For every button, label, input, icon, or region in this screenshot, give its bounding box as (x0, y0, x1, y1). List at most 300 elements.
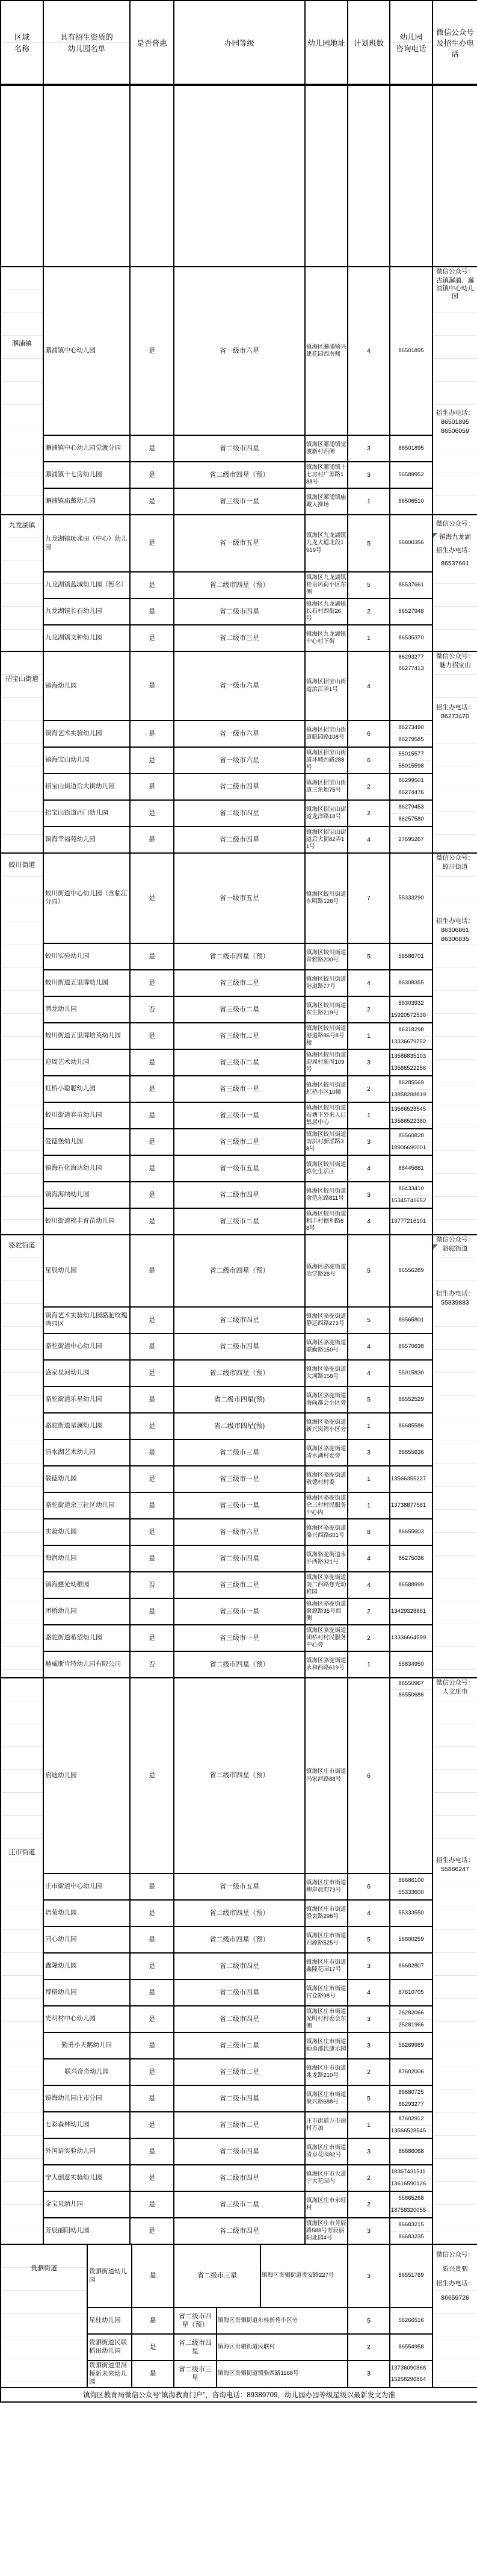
grade-cell: 省三级市二星 (174, 1572, 305, 1598)
kindergarten-name-cell: 博格幼儿园 (43, 1979, 130, 2006)
inclusive-cell: 是 (130, 1926, 174, 1953)
phone-cell (390, 1598, 432, 1625)
table-row (1, 1572, 477, 1598)
wechat-and-admissions-cell (432, 515, 477, 651)
phone-number: 86293277 (398, 654, 424, 660)
grade-cell: 省二级市四星 (174, 1953, 305, 1979)
phone-number: 56269989 (398, 2041, 424, 2049)
grade-cell: 省一级市五星 (174, 1873, 305, 1900)
inclusive-cell: 是 (130, 2032, 174, 2059)
phone-number: 13777216101 (391, 1217, 426, 1224)
table-row (1, 2244, 477, 2308)
planned-classes-cell: 2 (348, 1625, 390, 1651)
kindergarten-name-cell: 同心幼儿园 (43, 1926, 130, 1953)
address-cell: 镇海区澥浦镇觉渡新村西侧 (305, 435, 348, 462)
planned-classes-cell: 5 (348, 1235, 390, 1307)
phone-number: 15258296864 (391, 2374, 431, 2385)
region-label: 澥浦镇 (12, 340, 32, 347)
phone-cell (390, 1182, 432, 1208)
inclusive-cell: 是 (130, 267, 174, 435)
kindergarten-name-cell: 澥浦镇中心幼儿园觉渡分园 (43, 435, 130, 462)
phone-cell (390, 267, 432, 435)
grade-cell: 省三级市二星 (174, 1129, 305, 1155)
kindergarten-name-cell: 招宝山街道西门幼儿园 (43, 800, 130, 827)
region-name-cell (1, 853, 43, 1235)
kindergarten-name-cell: 镇海艺术实验幼儿园 (43, 721, 130, 747)
grade-cell: 省二级市四星（预） (174, 1900, 305, 1926)
address-cell: 镇海区蛟川街道港道路86号8号楼 (305, 1023, 348, 1049)
inclusive-cell: 是 (130, 721, 174, 747)
phone-number: 56586701 (398, 952, 424, 960)
phone-number: 13566355227 (391, 1475, 426, 1482)
column-header-text (1, 31, 43, 54)
phone-cell (390, 1235, 432, 1307)
phone-cell (390, 2006, 432, 2032)
inclusive-cell: 是 (130, 774, 174, 800)
planned-classes-cell: 4 (348, 1545, 390, 1572)
wechat-line: 招生办电话： (433, 703, 477, 712)
address-cell: 镇海区蛟川街道南洪村新泓路38号 (305, 1129, 348, 1155)
phone-cell (390, 1625, 432, 1651)
phone-cell (390, 1333, 432, 1360)
phone-number: 86551769 (398, 2272, 424, 2279)
empty-cell (305, 85, 348, 267)
kindergarten-name-cell: 澥浦镇庙戴幼儿园 (43, 488, 130, 515)
kindergarten-name-cell: 蛟川街道棉丰育苗幼儿园 (43, 1208, 130, 1235)
inclusive-cell: 是 (130, 1023, 174, 1049)
column-header-line: 计划班数 (353, 39, 384, 48)
kindergarten-name-cell: 镇海幼儿园庄市分园 (43, 2085, 130, 2112)
kindergarten-name-cell: 九龙湖镇顾兆田（中心）幼儿园 (43, 515, 130, 572)
inclusive-cell: 是 (130, 435, 174, 462)
region-name-cell (1, 2244, 87, 2388)
grade-cell: 省二级市四星 (174, 2006, 305, 2032)
planned-classes-cell: 1 (348, 1413, 390, 1439)
phone-cell (390, 1545, 432, 1572)
wechat-line: 微信公众号： (433, 2250, 477, 2259)
phone-number: 86277413 (391, 663, 431, 674)
phone-cell (390, 2360, 432, 2388)
wechat-line: 招生办电话： (433, 409, 477, 418)
planned-classes-cell: 4 (348, 1572, 390, 1598)
column-header-6 (390, 1, 432, 85)
planned-classes-cell: 3 (348, 1049, 390, 1076)
address-cell: 庄市街道万市徐村万加 (305, 2112, 348, 2138)
wechat-line: 86537661 (433, 559, 477, 568)
phone-number: 86257580 (391, 813, 431, 825)
kindergarten-name-cell: 盛家星河幼儿园 (43, 1360, 130, 1386)
planned-classes-cell: 6 (348, 1873, 390, 1900)
wechat-line: 微信公众号： (433, 267, 477, 276)
phone-number: 86527948 (398, 607, 424, 615)
planned-classes-cell: 3 (348, 2218, 390, 2244)
phone-number: 86318298 (398, 1026, 424, 1034)
grade-cell: 省一级市五星 (174, 853, 305, 943)
inclusive-cell: 是 (130, 1492, 174, 1519)
phone-number: 18758320055 (391, 2205, 431, 2216)
phone-cell (390, 1926, 432, 1953)
wechat-line: 微信公众号： (433, 1678, 477, 1687)
kindergarten-name-cell: 光明村中心幼儿园 (43, 2006, 130, 2032)
phone-number: 13566522256 (391, 1063, 431, 1074)
kindergarten-name-cell: 镇海宝山幼儿园 (43, 747, 130, 774)
table-row (1, 1360, 477, 1386)
phone-cell (390, 1572, 432, 1598)
kindergarten-name-cell: 招宝山街道后大街幼儿园 (43, 774, 130, 800)
empty-cell (174, 85, 305, 267)
phone-cell (390, 747, 432, 774)
address-cell: 镇海区蛟川街道石塘下外来人口集居中心 (305, 1102, 348, 1129)
column-header-7 (432, 1, 477, 85)
kindergarten-name-cell: 镇海幼儿园 (43, 651, 130, 721)
kindergarten-name-cell: 勤勇小天鹅幼儿园 (43, 2032, 130, 2059)
column-header-line: 幼儿园名单 (44, 42, 129, 54)
planned-classes-cell: 3 (348, 1439, 390, 1466)
wechat-cell-content (433, 652, 477, 721)
planned-classes-cell: 4 (348, 1900, 390, 1926)
grade-cell: 省二级市四星 (174, 598, 305, 625)
address-cell: 镇海区庄市街道归源路525号 (305, 1926, 348, 1953)
inclusive-cell: 是 (130, 462, 174, 488)
grade-cell: 省二级市四星 (174, 1333, 305, 1360)
inclusive-cell: 是 (130, 2218, 174, 2244)
address-cell: 镇海区骆驼街道联勤路150号 (305, 1333, 348, 1360)
wechat-line: 新兴贵驷 (433, 2265, 477, 2274)
grade-cell: 省二级市四星 (174, 2085, 305, 2112)
empty-cell (348, 85, 390, 267)
planned-classes-cell: 6 (348, 747, 390, 774)
wechat-line: 55886247 (433, 1865, 477, 1874)
phone-number: 13336664599 (391, 1634, 426, 1641)
grade-cell: 省一级市六星 (174, 267, 305, 435)
wechat-line: 骆驼街道 (433, 1244, 477, 1253)
inclusive-cell: 是 (130, 2165, 174, 2191)
phone-number: 55333550 (398, 1909, 424, 1916)
inclusive-cell: 是 (130, 1235, 174, 1307)
kindergarten-name-cell: 团桥幼儿园 (43, 1598, 130, 1625)
address-cell: 镇海区庄市大道宁大花园内 (305, 2165, 348, 2191)
address-cell: 镇海区骆驼街道清水湖村委旁 (305, 1439, 348, 1466)
wechat-line: 招生办电话： (433, 1290, 477, 1299)
planned-classes-cell: 5 (348, 1926, 390, 1953)
phone-number: 86560828 (398, 1132, 424, 1140)
grade-cell: 省三级市一星 (174, 1598, 305, 1625)
address-cell: 镇海区蛟川街道东明路128号 (305, 853, 348, 943)
grade-cell: 省二级市四星 (174, 827, 305, 853)
address-cell: 镇海区九龙湖镇中心村下街 (305, 625, 348, 651)
address-cell: 镇海区庄市永旺村 (305, 2191, 348, 2218)
region-label: 九龙湖镇 (8, 522, 35, 529)
address-cell: 镇海区骆驼街道静远西路272号 (305, 1307, 348, 1333)
phone-cell (390, 943, 432, 970)
phone-cell (390, 1873, 432, 1900)
kindergarten-name-cell: 培菊幼儿园 (43, 1900, 130, 1926)
phone-cell (390, 1307, 432, 1333)
wechat-line: 86306861 (433, 926, 477, 935)
phone-number: 13736090868 (391, 2364, 426, 2371)
phone-cell (390, 572, 432, 598)
grade-cell: 省三级市二星 (174, 2112, 305, 2138)
address-cell: 镇海区骆驼街道敬德村村委 (305, 1466, 348, 1492)
phone-number: 86685586 (398, 1422, 424, 1429)
address-cell: 镇海区蛟川街道青雅路200号 (305, 943, 348, 970)
phone-number: 26281966 (391, 2019, 431, 2031)
kindergarten-name-cell: 潜龙幼儿园 (43, 996, 130, 1023)
region-name-cell (1, 515, 43, 651)
table-row (1, 1598, 477, 1625)
grade-cell: 省二级市四星（预） (174, 1651, 305, 1678)
wechat-line: 微信公众号： (433, 1235, 477, 1244)
inclusive-cell: 是 (130, 1129, 174, 1155)
inclusive-cell: 是 (130, 625, 174, 651)
table-row (1, 1182, 477, 1208)
kindergarten-name-cell: 九龙湖镇蓝城幼儿园（暂名） (43, 572, 130, 598)
address-cell: 镇海区庄市街道清泉花园82号 (305, 2138, 348, 2165)
address-cell: 镇海区骆驼街道海尚都会小区旁 (305, 1386, 348, 1413)
phone-number: 86554958 (398, 2343, 424, 2350)
inclusive-cell: 是 (130, 1900, 174, 1926)
column-header-line: 是否普惠 (137, 39, 167, 48)
kindergarten-name-cell: 骆驼街道乐星幼儿园 (43, 1386, 130, 1413)
address-cell: 镇海区庄市街道鑫隆花园17号 (305, 1953, 348, 1979)
empty-cell (432, 85, 477, 267)
table-row (1, 1979, 477, 2006)
grade-cell: 省一级市六星 (174, 1519, 305, 1545)
planned-classes-cell: 3 (348, 2138, 390, 2165)
address-cell: 镇海区澥浦镇庙戴大操场 (305, 488, 348, 515)
kindergarten-name-cell: 贵驷街道幼儿园 (87, 2244, 132, 2308)
address-cell: 镇海区庄市街道柳岸晨韵73号 (305, 1873, 348, 1900)
empty-row (1, 85, 477, 267)
kindergarten-name-cell: 骆驼街道希望幼儿园 (43, 1625, 130, 1651)
address-cell: 镇海区贵驷街道东桂新苑小区旁 (217, 2308, 348, 2334)
planned-classes-cell: 5 (348, 943, 390, 970)
phone-cell (390, 2218, 432, 2244)
planned-classes-cell: 1 (348, 488, 390, 515)
planned-classes-cell: 5 (348, 2085, 390, 2112)
empty-cell (1, 85, 43, 267)
inclusive-cell: 是 (130, 572, 174, 598)
planned-classes-cell: 5 (348, 1307, 390, 1333)
address-cell: 镇海区庄市街道官仓路98号 (305, 1979, 348, 2006)
inclusive-cell: 是 (130, 2112, 174, 2138)
address-cell: 镇海区蛟川街道炼化生活区 (305, 1155, 348, 1182)
table-row (1, 1873, 477, 1900)
phone-cell (390, 1651, 432, 1678)
column-header-4 (305, 1, 348, 85)
phone-cell (390, 2334, 432, 2360)
table-body (1, 85, 477, 2244)
kindergarten-name-cell: 赫威斯肯特幼儿园有限公司 (43, 1651, 130, 1678)
phone-number: 86506510 (398, 497, 424, 504)
inclusive-cell: 是 (132, 2360, 174, 2388)
planned-classes-cell: 3 (348, 2032, 390, 2059)
column-header-line: 幼儿园 (399, 33, 423, 42)
table-row (1, 1953, 477, 1979)
grade-cell: 省二级市四星 (174, 2138, 305, 2165)
table-row (1, 774, 477, 800)
address-cell: 镇海区贵驷街道民联村 (217, 2334, 348, 2360)
kindergarten-name-cell: 骆驼街道余三社区幼儿园 (43, 1492, 130, 1519)
region-name-cell (1, 1678, 43, 2244)
column-header-text (306, 37, 347, 48)
wechat-line: 古镇澥浦、澥浦镇中心幼儿园 (433, 276, 477, 301)
planned-classes-cell: 2 (348, 1076, 390, 1102)
wechat-and-admissions-cell (432, 853, 477, 1235)
kindergarten-name-cell: 蛟川街道中心幼儿园（含临江分园） (43, 853, 130, 943)
column-header-line: 区域 (14, 33, 29, 42)
kindergarten-name-cell: 七彩森林幼儿园 (43, 2112, 130, 2138)
address-cell: 镇海区庄市街道冯家河路88号 (305, 1678, 348, 1873)
phone-cell (390, 721, 432, 747)
grade-cell: 省二级市四星（预） (174, 2308, 217, 2334)
kindergarten-name-cell: 星桂幼儿园 (87, 2308, 132, 2334)
phone-cell (390, 435, 432, 462)
planned-classes-cell: 2 (348, 800, 390, 827)
inclusive-cell: 是 (130, 1333, 174, 1360)
phone-number: 26282066 (398, 2010, 424, 2017)
kindergarten-name-cell: 宁大创意实验幼儿园 (43, 2165, 130, 2191)
wechat-line: 86306835 (433, 935, 477, 944)
table-row (1, 625, 477, 651)
planned-classes-cell: 3 (348, 2244, 390, 2308)
grade-cell: 省三级市二星 (174, 1049, 305, 1076)
inclusive-cell: 是 (130, 800, 174, 827)
address-cell: 镇海区骆驼街道聚源路35号西侧 (305, 1598, 348, 1625)
column-header-text (174, 37, 304, 48)
column-header-line: 微信公众号及招生办电话 (436, 28, 474, 58)
phone-number: 55015577 (398, 751, 424, 758)
grade-cell: 省一级市五星 (174, 1155, 305, 1182)
inclusive-cell: 是 (130, 1519, 174, 1545)
grade-cell: 省三级市一星 (174, 488, 305, 515)
planned-classes-cell: 6 (348, 721, 390, 747)
wechat-line: 招生办电话： (433, 2279, 477, 2288)
kindergarten-name-cell: 启迪幼儿园 (43, 1678, 130, 1873)
address-cell: 镇海区蛟川街道东生路219号 (305, 996, 348, 1023)
wechat-and-admissions-cell (432, 651, 477, 853)
footer-row (1, 2388, 477, 2402)
table-row (1, 267, 477, 435)
column-header-line: 幼儿园地址 (307, 39, 345, 48)
phone-cell (390, 1049, 432, 1076)
wechat-and-admissions-cell (432, 1678, 477, 2244)
grade-cell: 省二级市四星 (174, 800, 305, 827)
planned-classes-cell: 4 (348, 1208, 390, 1235)
kindergarten-name-cell: 清水湖艺术幼儿园 (43, 1439, 130, 1466)
planned-classes-cell: 5 (348, 1386, 390, 1413)
inclusive-cell: 是 (130, 1545, 174, 1572)
table-row (1, 1926, 477, 1953)
grade-cell: 省二级市四星 (174, 1182, 305, 1208)
table-row (1, 1519, 477, 1545)
kindergarten-name-cell: 贵驷街道民联稻田幼儿园 (87, 2334, 132, 2360)
inclusive-cell: 是 (130, 1208, 174, 1235)
kindergarten-name-cell: 实验幼儿园 (43, 1519, 130, 1545)
phone-number: 86552529 (398, 1395, 424, 1403)
planned-classes-cell: 1 (348, 2112, 390, 2138)
table-row (1, 996, 477, 1023)
grade-cell: 省三级市二星 (174, 1023, 305, 1049)
grade-cell: 省二级市四星 (174, 1979, 305, 2006)
phone-number: 86501895 (398, 444, 424, 452)
grade-cell: 省三级市一星 (174, 1102, 305, 1129)
address-cell: 镇海区骆驼街道余三村村民服务中心内 (305, 1492, 348, 1519)
planned-classes-cell: 3 (348, 435, 390, 462)
address-cell: 镇海区招宝山街道聪园路108号 (305, 721, 348, 747)
address-cell: 镇海区招宝山街道环城西路288号 (305, 747, 348, 774)
phone-cell (390, 651, 432, 721)
phone-number: 86285569 (398, 1079, 424, 1087)
planned-classes-cell: 5 (348, 515, 390, 572)
phone-number: 86565801 (398, 1316, 424, 1323)
region-name-cell (1, 651, 43, 853)
phone-number: 56800356 (398, 539, 424, 547)
inclusive-cell: 是 (130, 1439, 174, 1466)
planned-classes-cell: 5 (348, 2308, 390, 2334)
phone-cell (390, 2085, 432, 2112)
kindergarten-name-cell: 虹桥小聪聪幼儿园 (43, 1076, 130, 1102)
column-header-text (44, 31, 129, 54)
phone-cell (390, 2244, 432, 2308)
planned-classes-cell: 4 (348, 827, 390, 853)
address-cell: 镇海区骆驼街道南二西路慈光幼稚园 (305, 1572, 348, 1598)
address-cell: 镇海区蛟川街道港道路77号 (305, 970, 348, 996)
phone-cell (390, 1102, 432, 1129)
phone-cell (390, 515, 432, 572)
wechat-cell-content (433, 1678, 477, 1874)
kindergarten-name-cell: 镇海慈光幼稚园 (43, 1572, 130, 1598)
address-cell: 镇海区骆驼街道永和西路619号 (305, 1651, 348, 1678)
grade-cell: 省二级市四星 (174, 2218, 305, 2244)
address-cell: 镇海区澥浦镇十七房村广源路188号 (305, 462, 348, 488)
inclusive-cell: 是 (130, 598, 174, 625)
wechat-cell-content (433, 515, 477, 573)
kindergarten-name-cell: 金宝贝幼儿园 (43, 2191, 130, 2218)
phone-number: 86686100 (398, 1877, 424, 1884)
table-row (1, 2112, 477, 2138)
table-row (1, 827, 477, 853)
inclusive-cell: 是 (130, 827, 174, 853)
phone-cell (390, 2112, 432, 2138)
column-header-5 (348, 1, 390, 85)
address-cell: 镇海区九龙湖镇九龙大道北段1919号 (305, 515, 348, 572)
phone-number: 55333290 (398, 894, 424, 901)
planned-classes-cell: 4 (348, 651, 390, 721)
phone-cell (390, 1023, 432, 1049)
table-row (1, 1900, 477, 1926)
phone-number: 86299501 (398, 777, 424, 784)
phone-number: 86279453 (398, 804, 424, 811)
planned-classes-cell: 1 (348, 1102, 390, 1129)
kindergarten-name-cell: 爱德堡幼儿园 (43, 1129, 130, 1155)
region-name-cell (1, 267, 43, 515)
inclusive-cell: 是 (130, 515, 174, 572)
table-row (1, 970, 477, 996)
planned-classes-cell: 7 (348, 853, 390, 943)
grade-cell: 省二级市四星 (174, 2165, 305, 2191)
grade-cell: 省三级市一星 (174, 1492, 305, 1519)
spacer (433, 1696, 477, 1856)
column-header-text (390, 31, 432, 54)
inclusive-cell: 是 (132, 2308, 174, 2334)
table-row (1, 2059, 477, 2085)
table-row (1, 651, 477, 721)
address-cell: 镇海骆驼街道永平西路321号 (305, 1545, 348, 1572)
kindergarten-name-cell: 迎周艺术幼儿园 (43, 1049, 130, 1076)
inclusive-cell: 是 (130, 2006, 174, 2032)
planned-classes-cell: 2 (348, 1598, 390, 1625)
